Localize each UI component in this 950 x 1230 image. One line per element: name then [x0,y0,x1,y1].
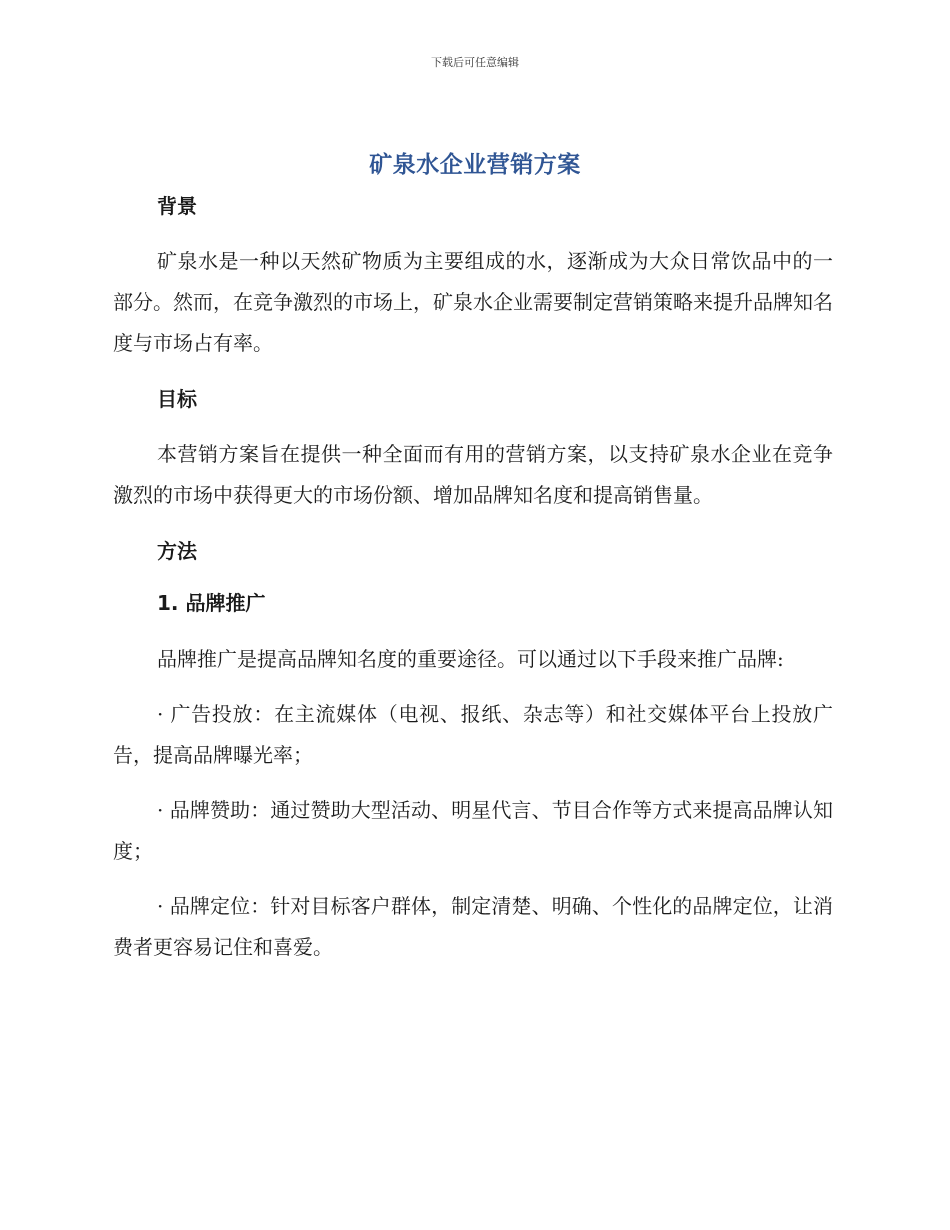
heading-brand-promotion: 1. 品牌推广 [157,591,266,615]
document-title: 矿泉水企业营销方案 [369,152,581,178]
list-item-sponsorship: · 品牌赞助：通过赞助大型活动、明星代言、节目合作等方式来提高品牌认知度； [113,798,833,863]
heading-method: 方法 [157,539,197,563]
paragraph-background: 矿泉水是一种以天然矿物质为主要组成的水，逐渐成为大众日常饮品中的一部分。然而，在竞争激烈的市场上，矿泉水企业需要制定营销策略来提升品牌知名度与市场占有率。 [113,249,833,355]
document-body [113,190,833,968]
paragraph-goal: 本营销方案旨在提供一种全面而有用的营销方案，以支持矿泉水企业在竞争激烈的市场中获得更大的市场份额、增加品牌知名度和提高销售量。 [113,442,833,507]
header-note: 下载后可任意编辑 [431,56,519,69]
list-item-positioning: · 品牌定位：针对目标客户群体，制定清楚、明确、个性化的品牌定位，让消费者更容易记住和喜爱。 [113,894,833,959]
heading-goal: 目标 [157,387,197,411]
list-item-advertising: · 广告投放：在主流媒体（电视、报纸、杂志等）和社交媒体平台上投放广告，提高品牌曝光率； [113,702,833,767]
heading-background: 背景 [157,194,197,218]
paragraph-brand-intro: 品牌推广是提高品牌知名度的重要途径。可以通过以下手段来推广品牌: [157,647,784,671]
